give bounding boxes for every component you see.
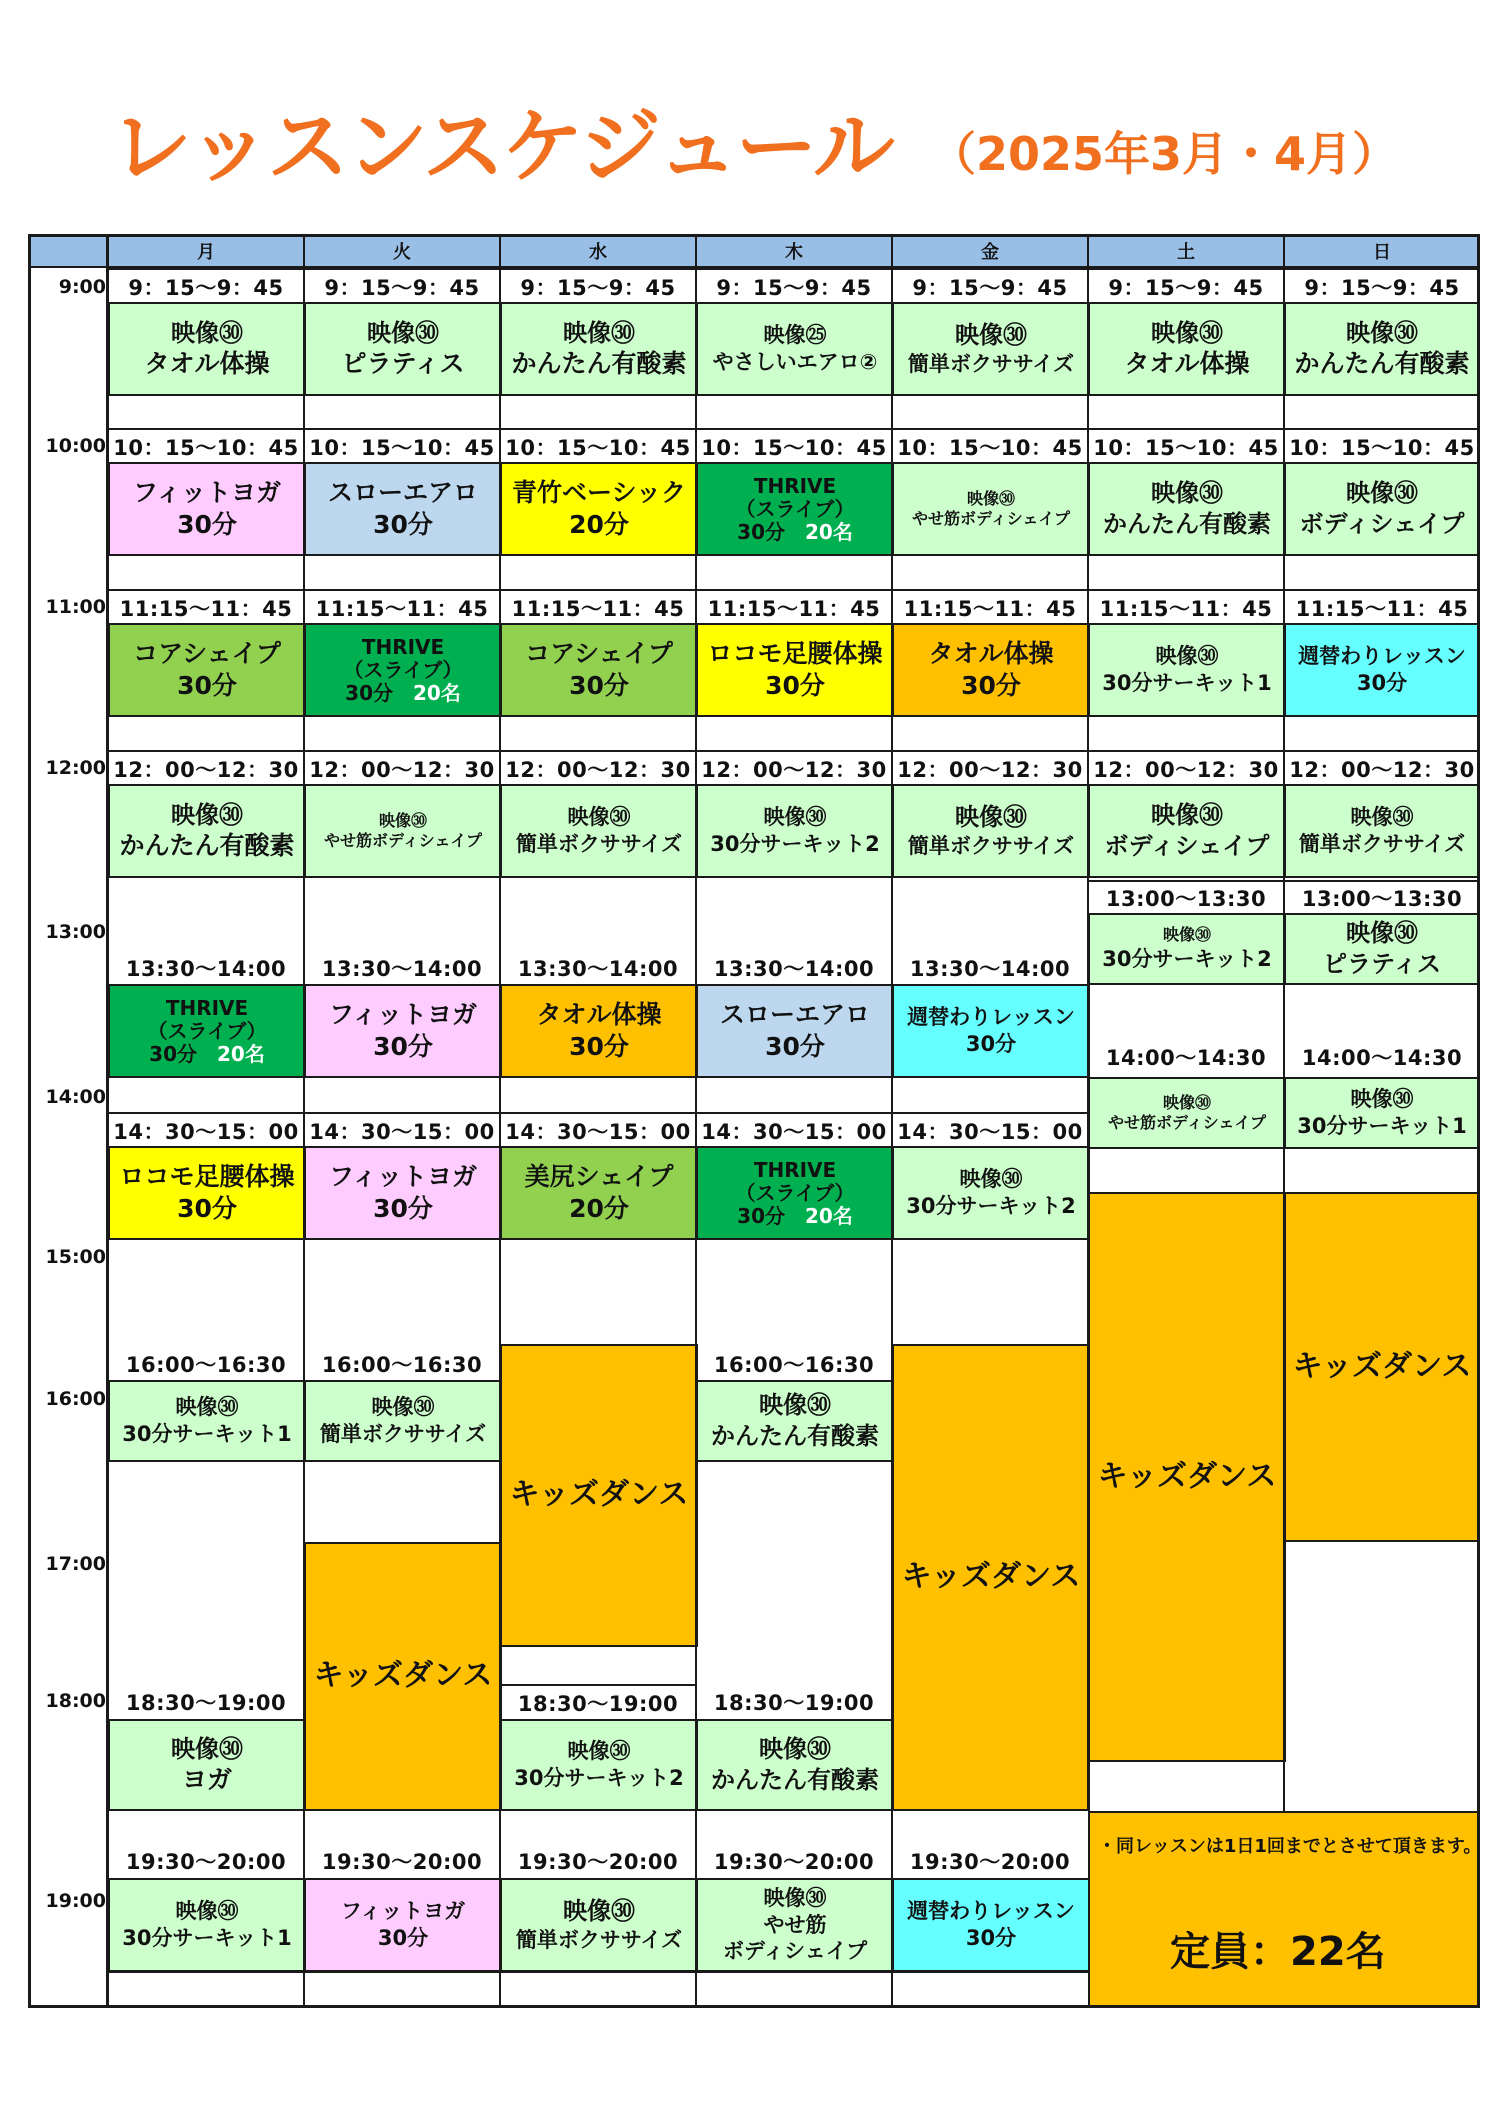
lesson-cell: 映像㉚ タオル体操 bbox=[108, 302, 306, 396]
lesson-cell: 週替わりレッスン 30分 bbox=[1284, 623, 1480, 717]
lesson-cell: 週替わりレッスン 30分 bbox=[892, 1878, 1090, 1972]
day-header-mon: 月 bbox=[197, 242, 215, 263]
lesson-cell: 映像㉚ 30分サーキット2 bbox=[500, 1719, 698, 1811]
lesson-cell: THRIVE （スライブ） 30分 20名 bbox=[696, 462, 894, 556]
time-label: 19:30〜20:00 bbox=[713, 1850, 875, 1874]
time-label: 9：15〜9：45 bbox=[304, 268, 500, 303]
time-label: 14:00〜14:30 bbox=[1105, 1046, 1267, 1070]
hour-label: 11:00 bbox=[45, 596, 106, 618]
hour-label: 9:00 bbox=[58, 276, 106, 298]
time-label: 14：30〜15：00 bbox=[892, 1112, 1088, 1147]
time-label: 11:15〜11：45 bbox=[1088, 589, 1284, 624]
lesson-cell: 映像㉚ 30分サーキット1 bbox=[1284, 1077, 1480, 1149]
day-header-fri: 金 bbox=[981, 242, 999, 263]
schedule-frame bbox=[28, 234, 1480, 2008]
lesson-cell: 映像㉚ やせ筋ボディシェイプ bbox=[892, 462, 1090, 556]
lesson-cell: スローエアロ 30分 bbox=[304, 462, 502, 556]
time-label: 9：15〜9：45 bbox=[500, 268, 696, 303]
hour-label: 15:00 bbox=[45, 1246, 106, 1268]
time-label: 9：15〜9：45 bbox=[1088, 268, 1284, 303]
lesson-cell: THRIVE （スライブ） 30分 20名 bbox=[108, 984, 306, 1078]
day-header-tue: 火 bbox=[393, 242, 411, 263]
kids-dance-cell: キッズダンス bbox=[500, 1344, 698, 1647]
time-label: 10：15〜10：45 bbox=[304, 428, 500, 463]
time-label: 10：15〜10：45 bbox=[108, 428, 304, 463]
kids-dance-cell: キッズダンス bbox=[892, 1344, 1090, 1811]
time-label: 19:30〜20:00 bbox=[517, 1850, 679, 1874]
time-label: 10：15〜10：45 bbox=[1284, 428, 1480, 463]
time-label: 12：00〜12：30 bbox=[500, 750, 696, 785]
time-label: 16:00〜16:30 bbox=[125, 1352, 287, 1377]
time-label: 9：15〜9：45 bbox=[108, 268, 304, 303]
lesson-cell: 映像㉚ やせ筋ボディシェイプ bbox=[1088, 1077, 1286, 1149]
page-title: レッスンスケジュール bbox=[110, 100, 892, 195]
lesson-cell: 映像㉚ ボディシェイプ bbox=[1088, 784, 1286, 878]
lesson-cell: 映像㉚ 簡単ボクササイズ bbox=[892, 302, 1090, 396]
lesson-cell: ロコモ足腰体操 30分 bbox=[696, 623, 894, 717]
time-label: 13:00〜13:30 bbox=[1088, 880, 1284, 914]
time-label: 13:30〜14:00 bbox=[125, 956, 287, 981]
lesson-cell: タオル体操 30分 bbox=[892, 623, 1090, 717]
lesson-cell: 青竹ベーシック 20分 bbox=[500, 462, 698, 556]
lesson-cell: 映像㉚ 簡単ボクササイズ bbox=[1284, 784, 1480, 878]
time-label: 11:15〜11：45 bbox=[108, 589, 304, 624]
time-label: 11:15〜11：45 bbox=[304, 589, 500, 624]
time-label: 14：30〜15：00 bbox=[696, 1112, 892, 1147]
time-label: 12：00〜12：30 bbox=[304, 750, 500, 785]
time-label: 11:15〜11：45 bbox=[696, 589, 892, 624]
hour-label: 19:00 bbox=[45, 1890, 106, 1912]
hour-label: 14:00 bbox=[45, 1086, 106, 1108]
time-label: 9：15〜9：45 bbox=[696, 268, 892, 303]
lesson-cell: 映像㉚ 30分サーキット2 bbox=[1088, 913, 1286, 985]
time-label: 12：00〜12：30 bbox=[108, 750, 304, 785]
time-label: 11:15〜11：45 bbox=[500, 589, 696, 624]
lesson-cell: 週替わりレッスン 30分 bbox=[892, 984, 1090, 1078]
lesson-cell: THRIVE （スライブ） 30分 20名 bbox=[304, 623, 502, 717]
time-label: 14：30〜15：00 bbox=[304, 1112, 500, 1147]
notice-rule: ・同レッスンは1日1回までとさせて頂きます。 bbox=[1098, 1836, 1482, 1857]
time-label: 13:30〜14:00 bbox=[909, 956, 1071, 981]
lesson-cell: 映像㉚ 30分サーキット1 bbox=[1088, 623, 1286, 717]
time-label: 19:30〜20:00 bbox=[321, 1850, 483, 1874]
lesson-cell: 映像㉚ やせ筋ボディシェイプ bbox=[304, 784, 502, 878]
time-label: 10：15〜10：45 bbox=[500, 428, 696, 463]
day-header-sat: 土 bbox=[1177, 242, 1195, 263]
lesson-cell: 映像㉚ 30分サーキット1 bbox=[108, 1380, 306, 1462]
time-label: 12：00〜12：30 bbox=[696, 750, 892, 785]
page-subtitle: （2025年3月・4月） bbox=[930, 127, 1399, 181]
lesson-cell: タオル体操 30分 bbox=[500, 984, 698, 1078]
lesson-cell: 映像㉚ 簡単ボクササイズ bbox=[500, 784, 698, 878]
lesson-cell: 映像㉚ かんたん有酸素 bbox=[108, 784, 306, 878]
lesson-cell: 映像㉚ かんたん有酸素 bbox=[696, 1380, 894, 1462]
time-label: 13:30〜14:00 bbox=[713, 956, 875, 981]
lesson-cell: 映像㉚ 30分サーキット2 bbox=[696, 784, 894, 878]
time-label: 10：15〜10：45 bbox=[696, 428, 892, 463]
lesson-cell: コアシェイプ 30分 bbox=[500, 623, 698, 717]
time-label: 19:30〜20:00 bbox=[909, 1850, 1071, 1874]
lesson-cell: 映像㉚ かんたん有酸素 bbox=[1088, 462, 1286, 556]
time-label: 14：30〜15：00 bbox=[500, 1112, 696, 1147]
lesson-cell: 映像㉚ ヨガ bbox=[108, 1719, 306, 1811]
time-label: 12：00〜12：30 bbox=[1088, 750, 1284, 785]
time-label: 12：00〜12：30 bbox=[892, 750, 1088, 785]
lesson-cell: 映像㉚ 30分サーキット1 bbox=[108, 1878, 306, 1972]
hour-label: 16:00 bbox=[45, 1388, 106, 1410]
time-label: 16:00〜16:30 bbox=[713, 1352, 875, 1377]
lesson-cell: フィットヨガ 30分 bbox=[304, 1146, 502, 1240]
lesson-cell: フィットヨガ 30分 bbox=[304, 984, 502, 1078]
lesson-cell: 映像㉚ 簡単ボクササイズ bbox=[892, 784, 1090, 878]
lesson-cell: THRIVE （スライブ） 30分 20名 bbox=[696, 1146, 894, 1240]
kids-dance-cell: キッズダンス bbox=[304, 1542, 502, 1811]
lesson-cell: 映像㉕ やさしいエアロ② bbox=[696, 302, 894, 396]
time-label: 18:30〜19:00 bbox=[500, 1684, 696, 1720]
hour-label: 12:00 bbox=[45, 757, 106, 779]
time-label: 10：15〜10：45 bbox=[1088, 428, 1284, 463]
time-label: 13:30〜14:00 bbox=[517, 956, 679, 981]
time-label: 9：15〜9：45 bbox=[1284, 268, 1480, 303]
day-header-sun: 日 bbox=[1373, 242, 1391, 263]
lesson-cell: ロコモ足腰体操 30分 bbox=[108, 1146, 306, 1240]
lesson-cell: 映像㉚ かんたん有酸素 bbox=[1284, 302, 1480, 396]
time-label: 14：30〜15：00 bbox=[108, 1112, 304, 1147]
hour-label: 18:00 bbox=[45, 1690, 106, 1712]
time-label: 12：00〜12：30 bbox=[1284, 750, 1480, 785]
time-label: 18:30〜19:00 bbox=[125, 1691, 287, 1715]
time-label: 9：15〜9：45 bbox=[892, 268, 1088, 303]
time-label: 19:30〜20:00 bbox=[125, 1850, 287, 1874]
lesson-cell: コアシェイプ 30分 bbox=[108, 623, 306, 717]
kids-dance-cell: キッズダンス bbox=[1284, 1192, 1480, 1542]
lesson-cell: 映像㉚ ピラティス bbox=[1284, 913, 1480, 985]
lesson-cell: 映像㉚ やせ筋 ボディシェイプ bbox=[696, 1878, 894, 1972]
time-label: 18:30〜19:00 bbox=[713, 1691, 875, 1715]
lesson-cell: 映像㉚ かんたん有酸素 bbox=[696, 1719, 894, 1811]
lesson-cell: 映像㉚ ピラティス bbox=[304, 302, 502, 396]
lesson-cell: 映像㉚ 簡単ボクササイズ bbox=[304, 1380, 502, 1462]
hour-label: 10:00 bbox=[45, 435, 106, 457]
lesson-cell: 映像㉚ ボディシェイプ bbox=[1284, 462, 1480, 556]
hour-label: 13:00 bbox=[45, 921, 106, 943]
lesson-cell: 映像㉚ タオル体操 bbox=[1088, 302, 1286, 396]
lesson-cell: 美尻シェイプ 20分 bbox=[500, 1146, 698, 1240]
capacity-label: 定員：22名 bbox=[1170, 1929, 1386, 1975]
time-label: 16:00〜16:30 bbox=[321, 1352, 483, 1377]
lesson-cell: 映像㉚ かんたん有酸素 bbox=[500, 302, 698, 396]
time-label: 10：15〜10：45 bbox=[892, 428, 1088, 463]
day-header-thu: 木 bbox=[785, 242, 803, 263]
lesson-cell: フィットヨガ 30分 bbox=[304, 1878, 502, 1972]
time-label: 14:00〜14:30 bbox=[1301, 1046, 1463, 1070]
time-label: 13:30〜14:00 bbox=[321, 956, 483, 981]
lesson-cell: スローエアロ 30分 bbox=[696, 984, 894, 1078]
lesson-cell: 映像㉚ 30分サーキット2 bbox=[892, 1146, 1090, 1240]
hour-label: 17:00 bbox=[45, 1553, 106, 1575]
time-label: 11:15〜11：45 bbox=[892, 589, 1088, 624]
time-label: 11:15〜11：45 bbox=[1284, 589, 1480, 624]
lesson-cell: 映像㉚ 簡単ボクササイズ bbox=[500, 1878, 698, 1972]
lesson-cell: フィットヨガ 30分 bbox=[108, 462, 306, 556]
kids-dance-cell: キッズダンス bbox=[1088, 1192, 1286, 1762]
day-header-wed: 水 bbox=[589, 242, 607, 263]
time-label: 13:00〜13:30 bbox=[1284, 880, 1480, 914]
